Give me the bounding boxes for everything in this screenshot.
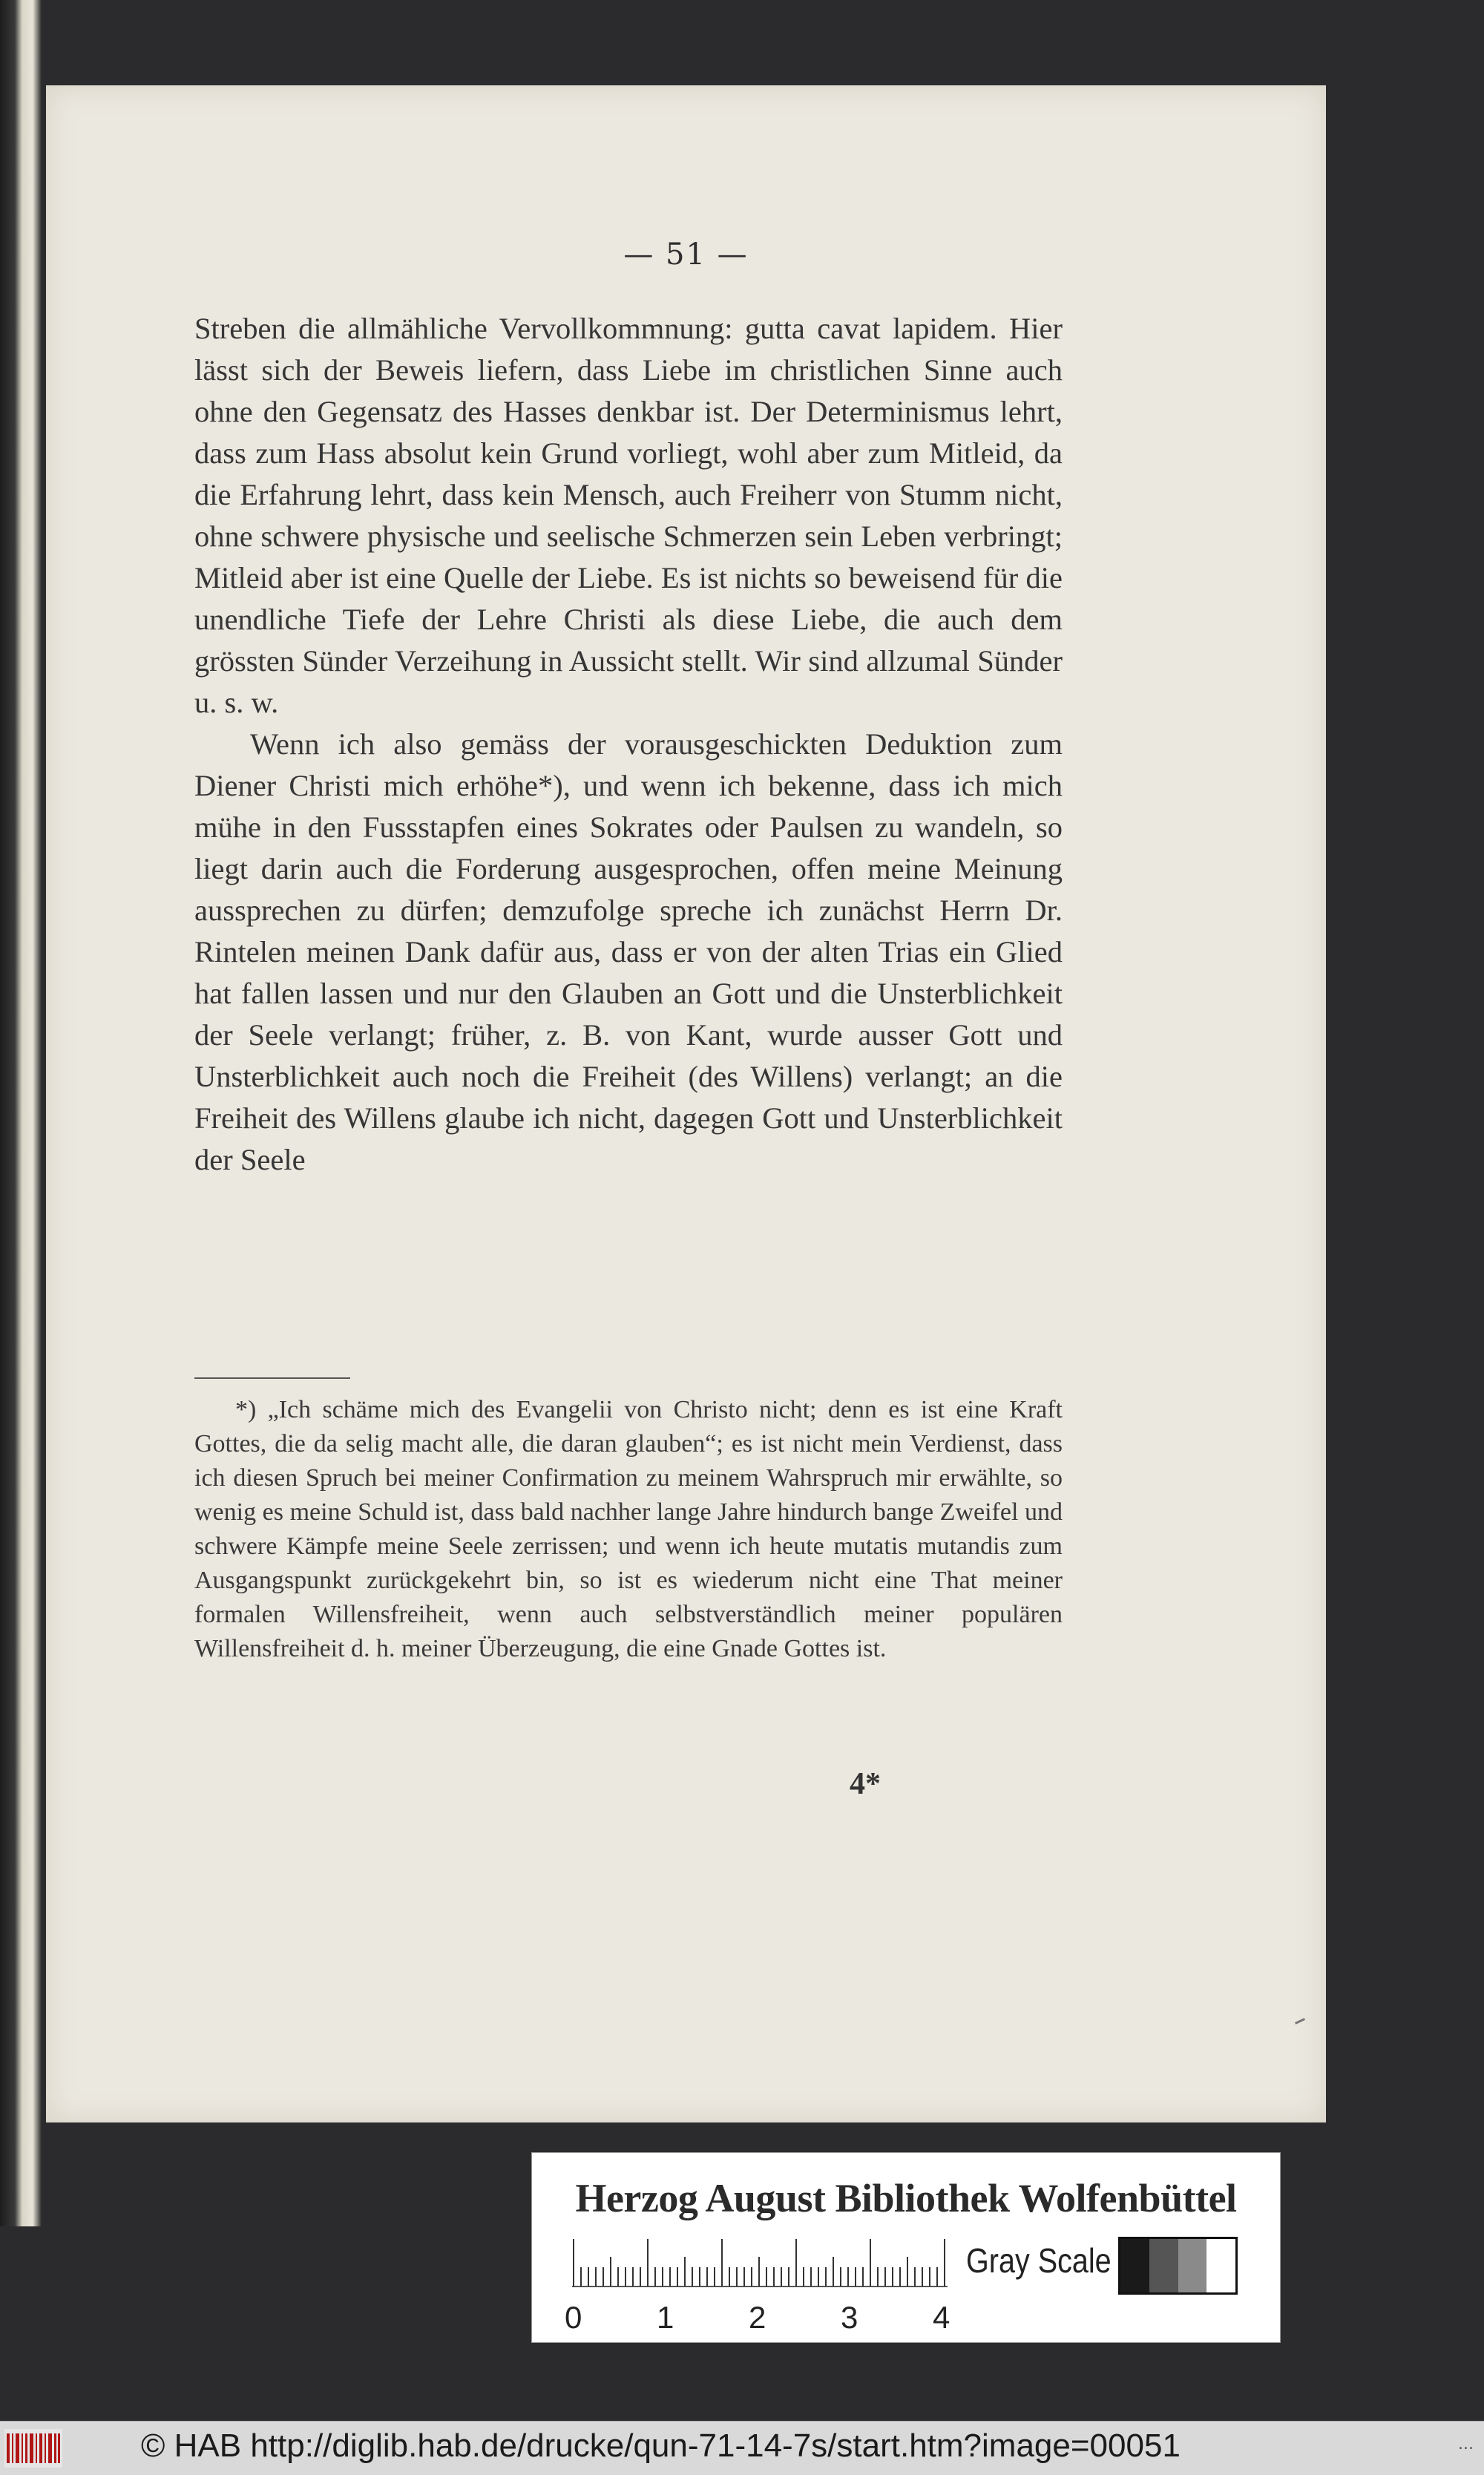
gray-swatch [1178,2239,1207,2292]
card-title: Herzog August Bibliothek Wolfenbüttel [575,2176,1237,2220]
paragraph: Streben die allmähliche Vervollkommnung: gutta cavat lapidem. Hier lässt sich der Beweis liefern, dass Liebe im christlichen Sinne auch ohne den Gegensatz des Hasses denkbar ist. Der Determinismus lehrt, dass zum Hass absolut kein Grund vorliegt, wohl aber zum Mitleid, da die Erfahrung lehrt, dass kein Mensch, auch Freiherr von Stumm nicht, ohne schwere physische und seelische Schmerzen sein Leben verbringt; Mitleid aber ist eine Quelle der Liebe. Es ist nichts so beweisend für die unendliche Tiefe der Lehre Christi als diese Liebe, die auch dem grössten Sünder Verzeihung in Aussicht stellt. Wir sind allzumal Sünder u. s. w. [194,312,1063,719]
ruler-number: 2 [749,2300,766,2335]
gray-swatch [1120,2239,1149,2292]
footnote-divider [194,1377,350,1379]
status-bar [0,2421,1484,2475]
adjacent-page-edge [0,0,42,2226]
footnote [194,1393,1063,1666]
signature-mark: 4* [850,1767,881,1801]
gray-scale-swatches [1118,2237,1238,2295]
more-icon: ... [1458,2435,1474,2453]
color-calibration-card [531,2152,1281,2343]
gray-scale-label: Gray Scale [966,2241,1112,2280]
page-number: — 51 — [623,237,749,272]
paper-speck [1295,2018,1305,2025]
ruler-number: 4 [933,2300,951,2335]
ruler-number: 3 [841,2300,858,2335]
gray-swatch [1149,2239,1178,2292]
ruler-number: 1 [657,2300,674,2335]
barcode-icon [4,2429,62,2468]
ruler-number: 0 [565,2300,582,2335]
book-page [46,85,1326,2122]
copyright-url[interactable]: © HAB http://diglib.hab.de/drucke/qun-71-14-7s/start.htm?image=00051 [141,2428,1181,2464]
gray-swatch [1206,2239,1235,2292]
ruler-scale [562,2300,962,2337]
paragraph: Wenn ich also gemäss der vorausgeschickten Deduktion zum Diener Christi mich erhöhe*), und wenn ich bekenne, dass ich mich mühe in den Fussstapfen eines Sokrates oder Paulsen zu wandeln, so liegt darin auch die Forderung ausgesprochen, offen meine Meinung aussprechen zu dürfen; demzufolge spreche ich zunächst Herrn Dr. Rintelen meinen Dank dafür aus, dass er von der alten Trias ein Glied hat fallen lassen und nur den Glauben an Gott und die Unsterblichkeit der Seele verlangt; früher, z. B. von Kant, wurde ausser Gott und Unsterblichkeit auch noch die Freiheit (des Willens) verlangt; an die Freiheit des Willens glaube ich nicht, dagegen Gott und Unsterblichkeit der Seele [194,727,1063,1176]
footnote-text: *) „Ich schäme mich des Evangelii von Christo nicht; denn es ist eine Kraft Gottes, die da selig macht alle, die daran glauben“; es ist nicht mein Verdienst, dass ich diesen Spruch bei meiner Confirmation zu meinem Wahrspruch mir erwählte, so wenig es meine Schuld ist, dass bald nachher lange Jahre hindurch bange Zweifel und schwere Kämpfe meine Seele zerrissen; und wenn ich heute mutatis mutandis zum Ausgangspunkt zurückgekehrt bin, so ist es wiederum nicht eine That meiner formalen Willensfreiheit, wenn auch selbstverständlich meiner populären Willensfreiheit d. h. meiner Überzeugung, die eine Gnade Gottes ist. [194,1396,1063,1662]
body-text [194,308,1063,1181]
measurement-ruler [571,2236,949,2303]
